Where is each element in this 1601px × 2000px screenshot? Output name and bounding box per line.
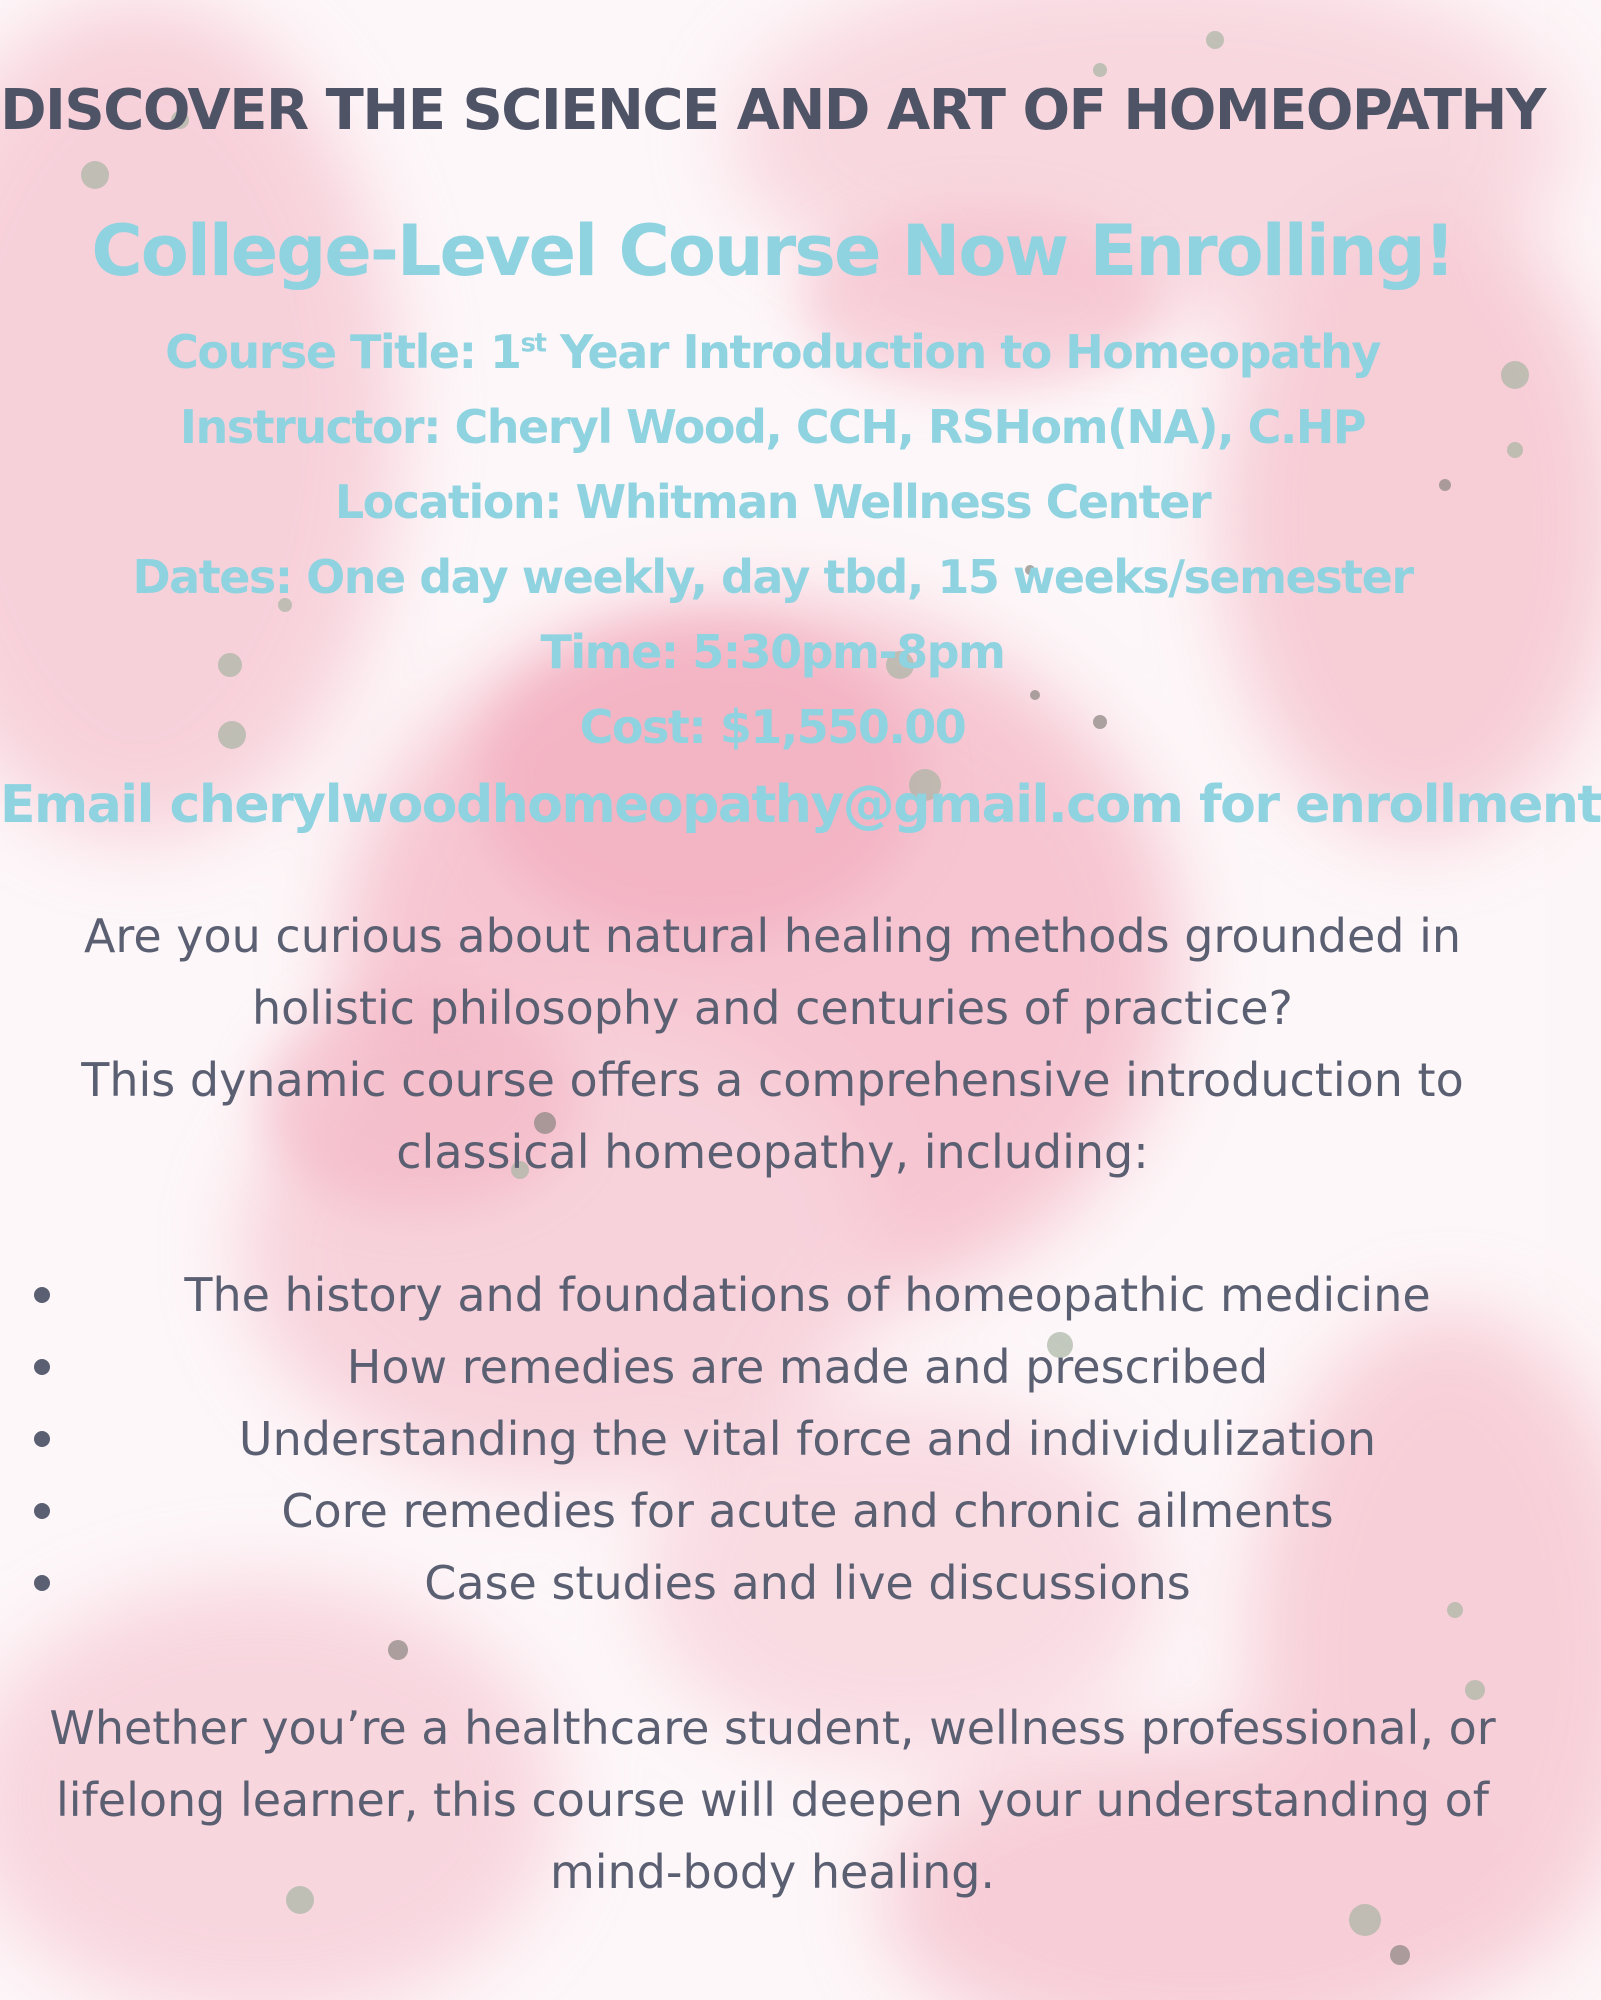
course-title: [0, 325, 1545, 379]
closing-line: lifelong learner, this course will deepen your understanding of: [56, 1773, 1489, 1827]
bullet-icon: [34, 1575, 50, 1591]
dates-line: Dates: One day weekly, day tbd, 15 weeks/semester: [132, 550, 1413, 604]
list-item: [0, 1547, 1545, 1619]
bullet-icon: [34, 1359, 50, 1375]
course-title-ordinal: st: [520, 328, 546, 359]
topics-list: [0, 1259, 1545, 1619]
list-item: [0, 1403, 1545, 1475]
email-suffix: for enrollment: [1182, 775, 1601, 835]
location-line: Location: Whitman Wellness Center: [334, 475, 1211, 529]
topic-text: Case studies and live discussions: [424, 1556, 1191, 1610]
list-item: [0, 1331, 1545, 1403]
closing-line: Whether you’re a healthcare student, wellness professional, or: [49, 1701, 1496, 1755]
time-line: Time: 5:30pm-8pm: [540, 625, 1005, 679]
list-item: [0, 1259, 1545, 1331]
email-enrollment-line: [0, 775, 1601, 835]
intro-line: Are you curious about natural healing methods grounded in: [83, 909, 1462, 963]
closing-line: mind-body healing.: [549, 1845, 996, 1899]
topic-text: Understanding the vital force and individulization: [238, 1412, 1377, 1466]
enrollment-heading: College-Level Course Now Enrolling!: [91, 210, 1454, 292]
email-prefix: Email: [0, 775, 170, 835]
bullet-icon: [34, 1287, 50, 1303]
bullet-icon: [34, 1503, 50, 1519]
course-title-rest: Year Introduction to Homeopathy: [545, 325, 1380, 379]
closing-paragraph: [0, 1692, 1545, 1908]
course-title-prefix: Course Title: 1: [165, 325, 521, 379]
flyer-headline: DISCOVER THE SCIENCE AND ART OF HOMEOPATHY: [0, 78, 1545, 143]
topic-text: Core remedies for acute and chronic ailments: [281, 1484, 1334, 1538]
intro-line: classical homeopathy, including:: [396, 1125, 1149, 1179]
instructor-line: Instructor: Cheryl Wood, CCH, RSHom(NA), C.HP: [179, 400, 1366, 454]
intro-paragraph: [0, 900, 1545, 1188]
email-address-link[interactable]: cherylwoodhomeopathy@gmail.com: [169, 775, 1183, 835]
list-item: [0, 1475, 1545, 1547]
bullet-icon: [34, 1431, 50, 1447]
intro-line: holistic philosophy and centuries of practice?: [252, 981, 1293, 1035]
cost-line: Cost: $1,550.00: [579, 700, 966, 754]
intro-line: This dynamic course offers a comprehensive introduction to: [81, 1053, 1464, 1107]
topic-text: The history and foundations of homeopathic medicine: [184, 1268, 1431, 1322]
topic-text: How remedies are made and prescribed: [346, 1340, 1269, 1394]
